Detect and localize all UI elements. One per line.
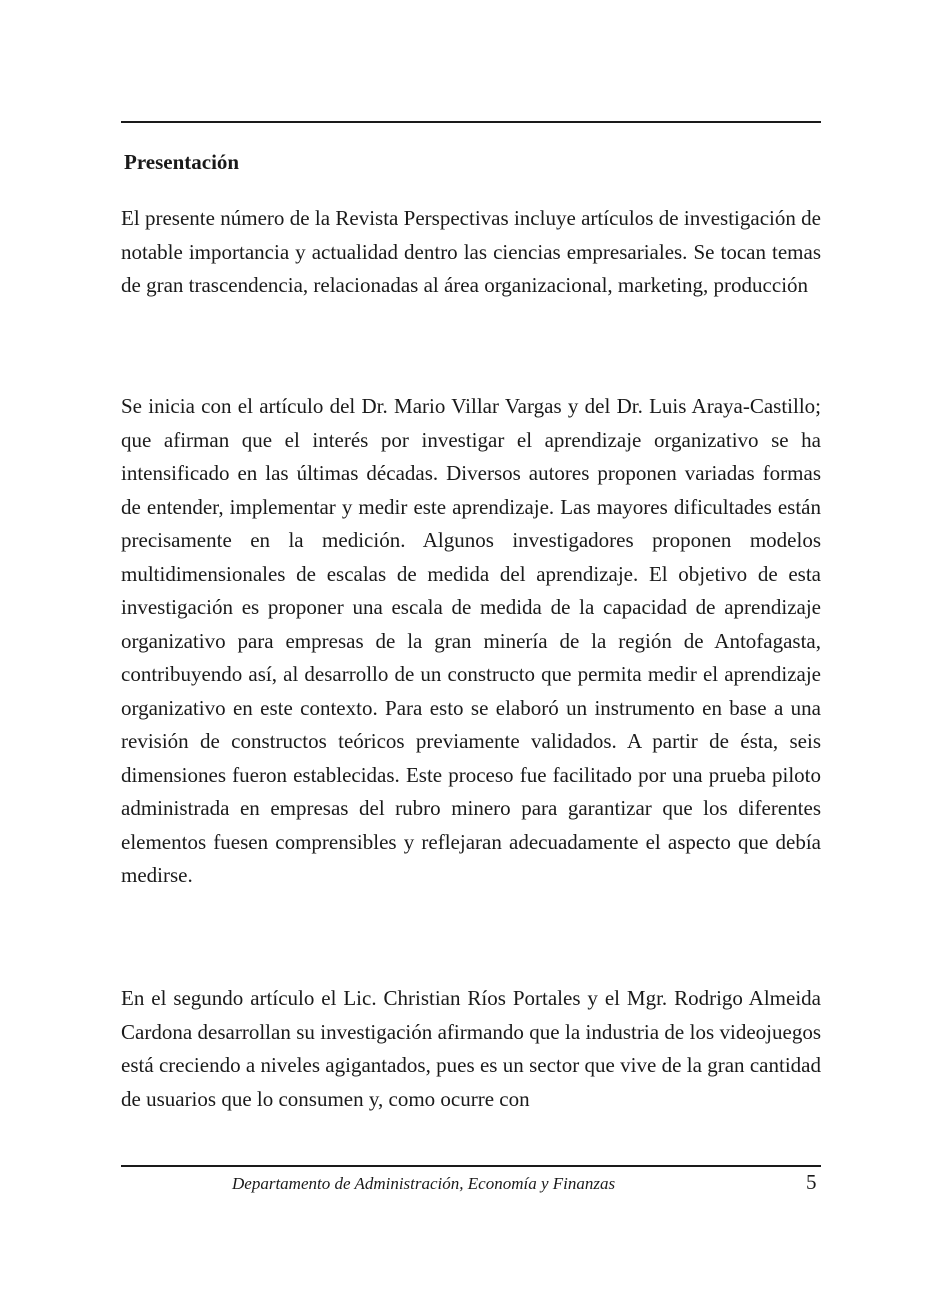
paragraph-intro: El presente número de la Revista Perspectivas incluye artículos de investigación de notable importancia y actualidad dentro las ciencias empresariales. Se tocan temas de gran trascendencia, relacionadas al área organizacional, marketing, producción	[121, 206, 821, 297]
top-rule	[121, 121, 821, 123]
section-heading: Presentación	[124, 150, 240, 174]
footer-department: Departamento de Administración, Economía y Finanzas	[232, 1174, 616, 1193]
paragraph-first-article: Se inicia con el artículo del Dr. Mario Villar Vargas y del Dr. Luis Araya-Castillo; que afirman que el interés por investigar el aprendizaje organizativo se ha intensificado en las últimas décadas. Diversos autores proponen variadas formas de entender, implementar y medir este aprendizaje. Las mayores dificultades están precisamente en la medición. Algunos investigadores proponen modelos multidimensionales de escalas de medida del aprendizaje. El objetivo de esta investigación es proponer una escala de medida de la capacidad de aprendizaje organizativo para empresas de la gran minería de la región de Antofagasta, contribuyendo así, al desarrollo de un constructo que permita medir el aprendizaje organizativo en este contexto. Para esto se elaboró un instrumento en base a una revisión de constructos teóricos previamente validados. A partir de ésta, seis dimensiones fueron establecidas. Este proceso fue facilitado por una prueba piloto administrada en empresas del rubro minero para garantizar que los diferentes elementos fuesen comprensibles y reflejaran adecuadamente el aspecto que debía medirse.	[121, 394, 821, 887]
page-number: 5	[806, 1170, 817, 1194]
paragraph-second-article: En el segundo artículo el Lic. Christian Ríos Portales y el Mgr. Rodrigo Almeida Cardona desarrollan su investigación afirmando que la industria de los videojuegos está creciendo a niveles agigantados, pues es un sector que vive de la gran cantidad de usuarios que lo consumen y, como ocurre con	[121, 986, 821, 1111]
footer-rule	[121, 1165, 821, 1167]
